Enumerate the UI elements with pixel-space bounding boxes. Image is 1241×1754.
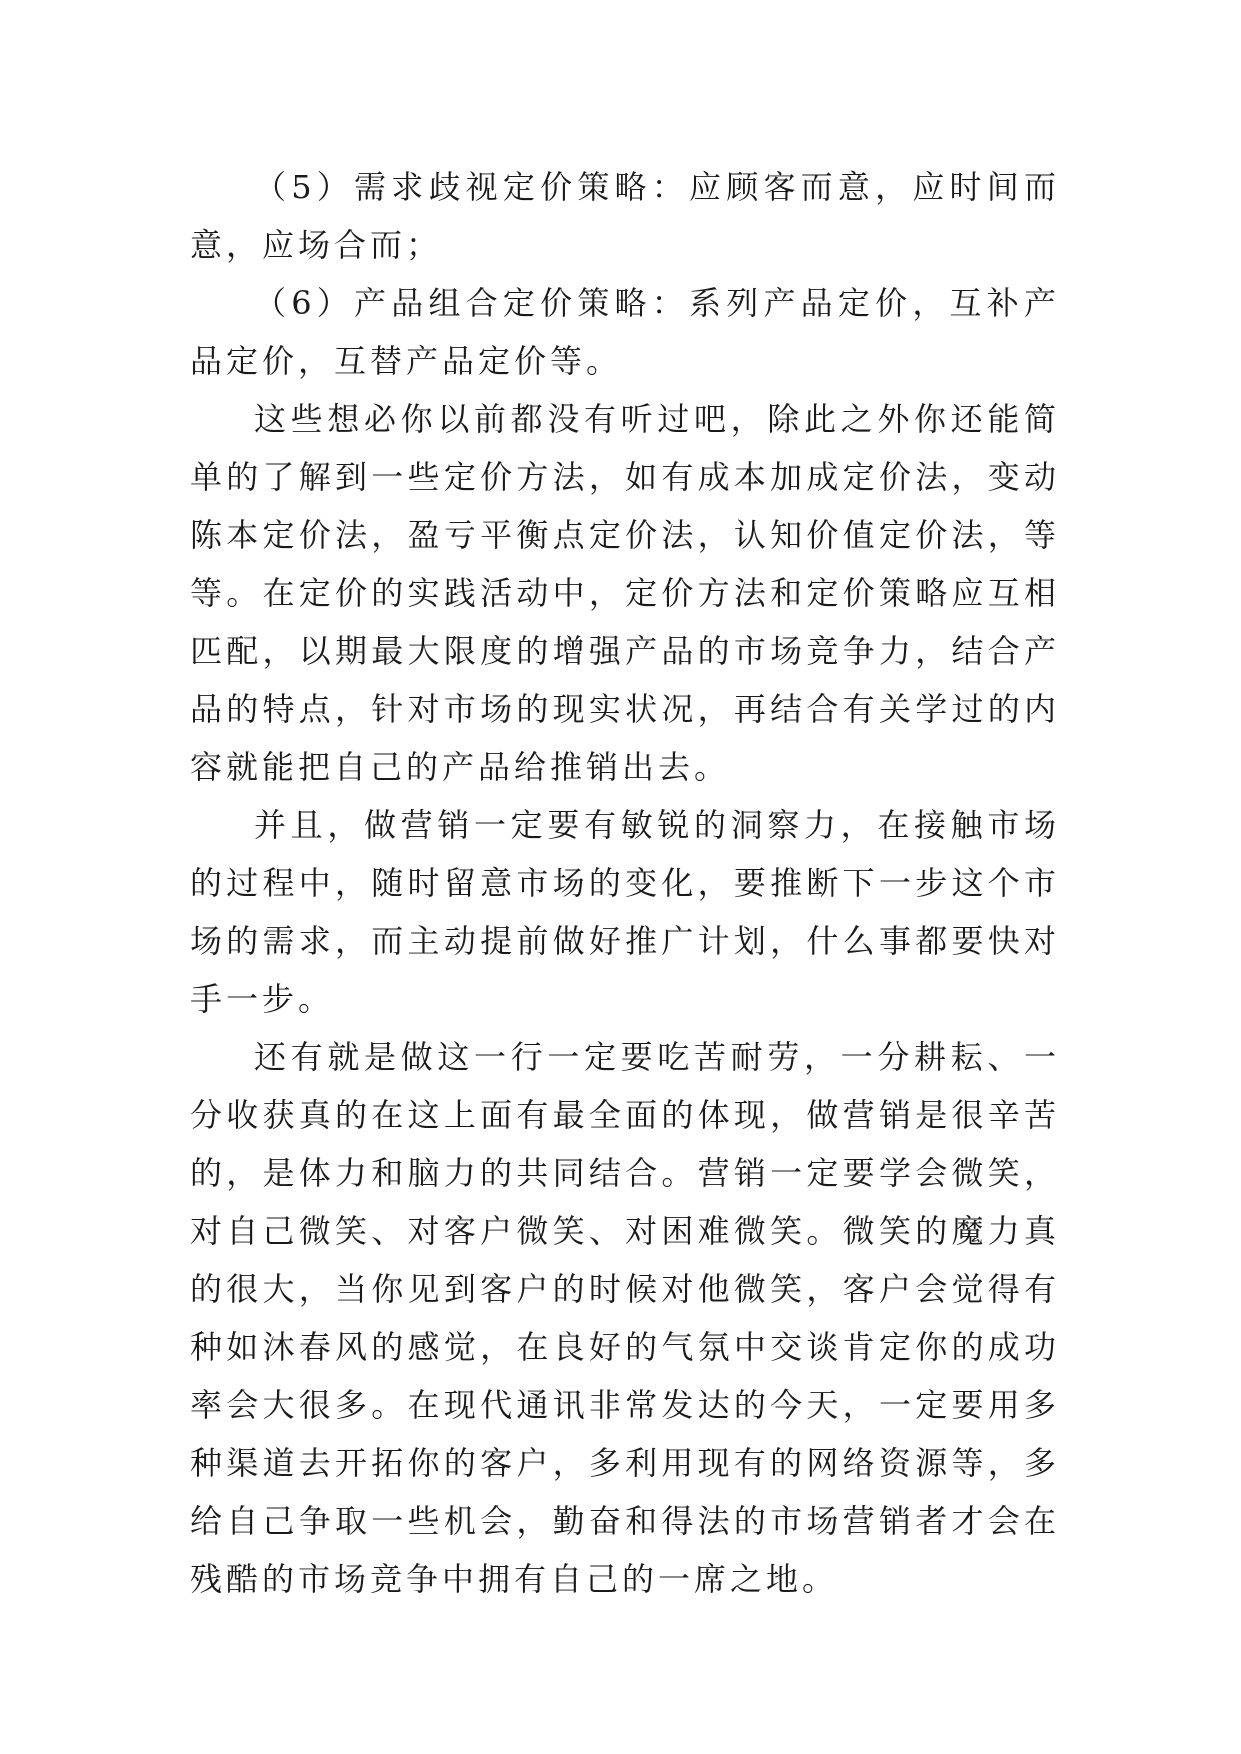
- paragraph-market-insight: 并且，做营销一定要有敏锐的洞察力，在接触市场的过程中，随时留意市场的变化，要推断下一步这个市场的需求，而主动提前做好推广计划，什么事都要快对手一步。: [190, 806, 1060, 1018]
- paragraph-hard-work-and-smile: 还有就是做这一行一定要吃苦耐劳，一分耕耘、一分收获真的在这上面有最全面的体现，做营销是很辛苦的，是体力和脑力的共同结合。营销一定要学会微笑，对自己微笑、对客户微笑、对困难微笑。微笑的魔力真的很大，当你见到客户的时候对他微笑，客户会觉得有种如沐春风的感觉，在良好的气氛中交谈肯定你的成功率会大很多。在现代通讯非常发达的今天，一定要用多种渠道去开拓你的客户，多利用现有的网络资源等，多给自己争取一些机会，勤奋和得法的市场营销者才会在残酷的市场竞争中拥有自己的一席之地。: [190, 1038, 1060, 1598]
- paragraph-product-mix-pricing: （6）产品组合定价策略：系列产品定价，互补产品定价，互替产品定价等。: [190, 284, 1060, 380]
- paragraph-demand-discrimination-pricing: （5）需求歧视定价策略：应顾客而意，应时间而意，应场合而；: [190, 168, 1060, 264]
- document-body: [190, 158, 1060, 1608]
- paragraph-pricing-methods: 这些想必你以前都没有听过吧，除此之外你还能简单的了解到一些定价方法，如有成本加成定价法，变动陈本定价法，盈亏平衡点定价法，认知价值定价法，等等。在定价的实践活动中，定价方法和定价策略应互相匹配，以期最大限度的增强产品的市场竞争力，结合产品的特点，针对市场的现实状况，再结合有关学过的内容就能把自己的产品给推销出去。: [190, 400, 1060, 786]
